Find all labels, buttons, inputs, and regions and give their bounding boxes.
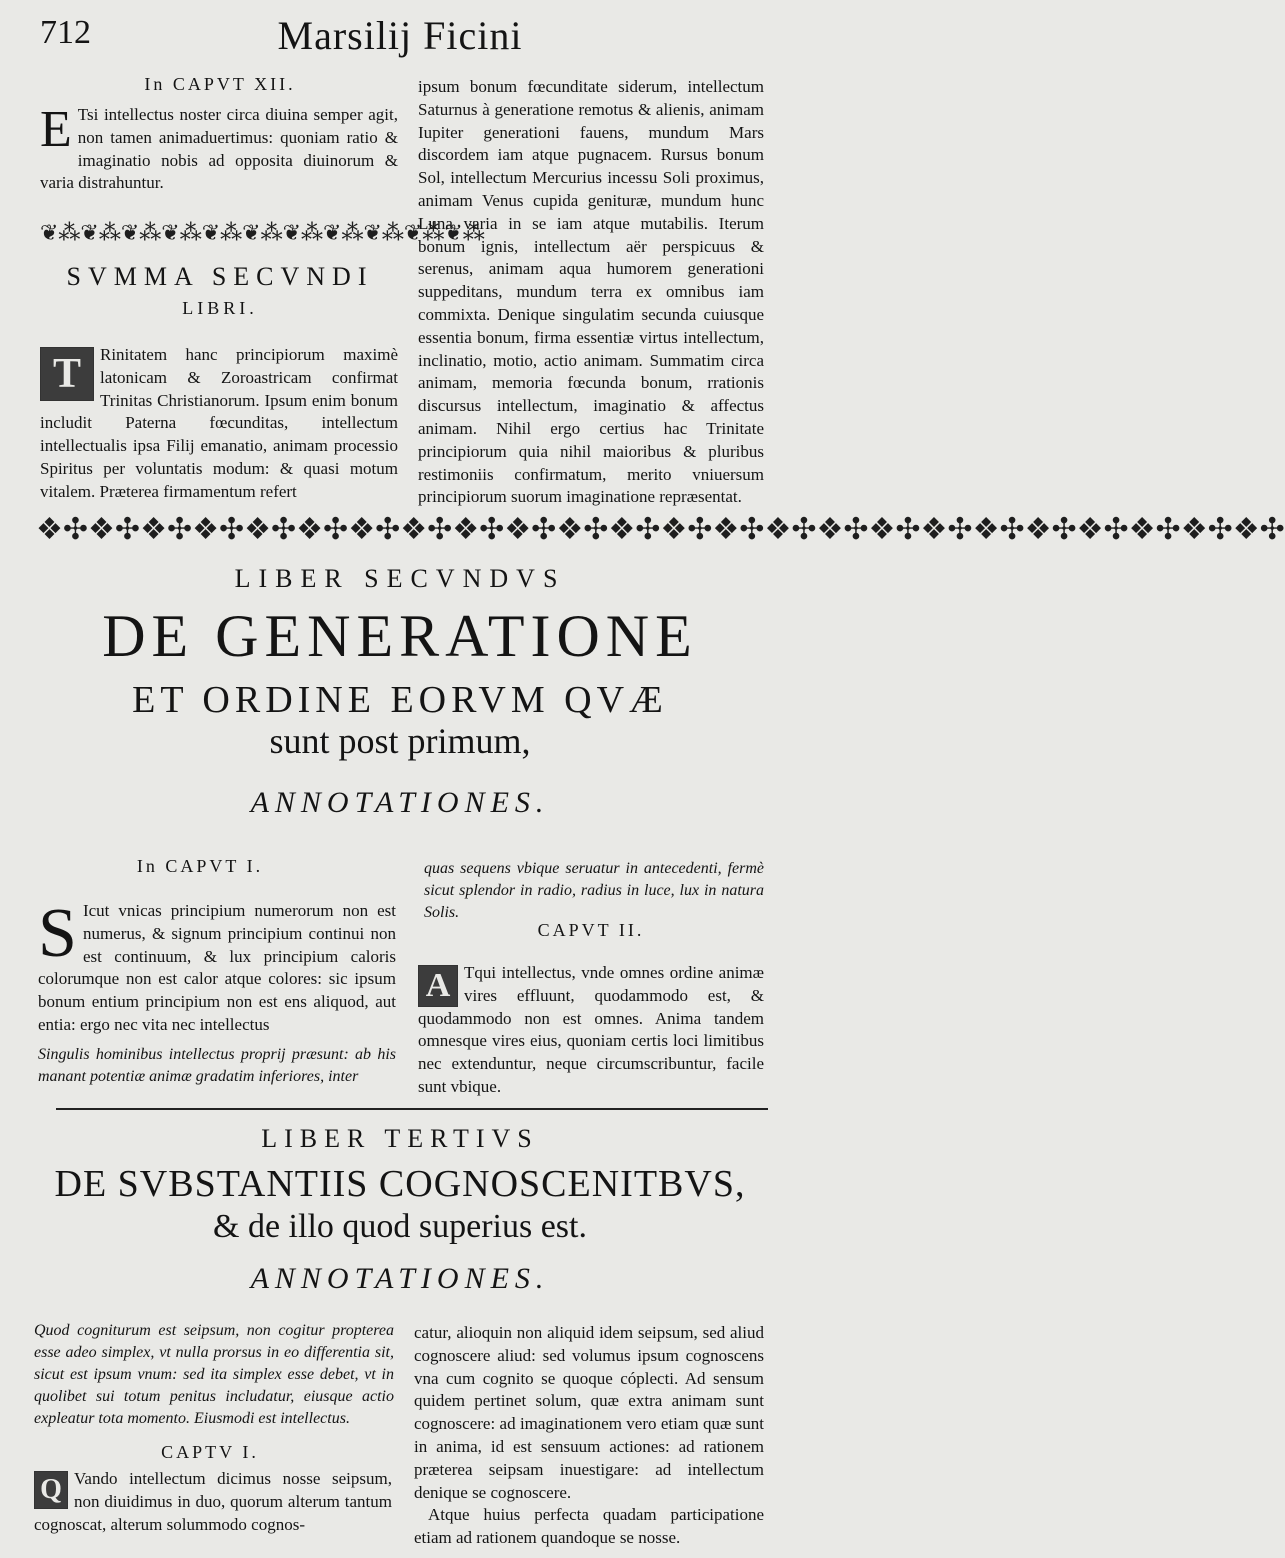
small-ornament-band: ❦⁂❦⁂❦⁂❦⁂❦⁂❦⁂❦⁂❦⁂❦⁂❦⁂❦⁂ xyxy=(40,220,485,245)
paragraph-text: Rinitatem hanc principiorum maximè latonicam & Zoroastricam confirmat Trinitas Christianorum. Ipsum enim bonum includit Paterna fœcunditas, intellectum intellectualis ipsa Filij emanatio, animam processio Spiritus per voluntatis modum: & quasi motum vitalem. Præterea firmamentum refert xyxy=(40,345,398,501)
section-divider xyxy=(56,1108,768,1110)
summa-title: SVMMA SECVNDI xyxy=(66,262,374,291)
paragraph-text: Tsi intellectus noster circa diuina semper agit, non tamen animaduertimus: quoniam ratio & imaginatio nobis ad opposita diuinorum & varia distrahuntur. xyxy=(40,105,398,193)
drop-capital: Q xyxy=(34,1471,68,1509)
liber3-left-paragraph xyxy=(34,1468,392,1536)
paragraph-text: Vando intellectum dicimus nosse seipsum, non diuidimus in duo, quorum alterum tantum cognoscat, alterum solummodo cognos- xyxy=(34,1469,392,1534)
page-number: 712 xyxy=(40,14,91,51)
summa-subtitle: LIBRI. xyxy=(182,298,258,318)
chapter-heading-captv-i: CAPTV I. xyxy=(161,1442,259,1462)
liber-secundus-title: DE GENERATIONE xyxy=(102,603,698,669)
summa-paragraph xyxy=(40,344,398,504)
annotationes-heading-2: ANNOTATIONES. xyxy=(250,1262,550,1295)
drop-capital: T xyxy=(40,347,94,401)
liber2-left-italic-note: Singulis hominibus intellectus proprij præsunt: ab his manant potentiæ animæ gradatim inferiores, inter xyxy=(38,1046,396,1085)
chapter-heading-ii: CAPVT II. xyxy=(537,920,645,940)
paragraph-text-2: Atque huius perfecta quadam participatione etiam ad rationem quandoque se nosse. xyxy=(414,1505,764,1548)
drop-capital: S xyxy=(38,895,77,972)
liber-tertius-label: LIBER TERTIVS xyxy=(261,1124,539,1153)
paragraph-text: Tqui intellectus, vnde omnes ordine animæ vires effluunt, quodammodo est, & quodammodo non est omnes. Anima tandem omnesque vires eius, quoniam certis loci limitibus nec extenduntur, neque circumscribuntur, facile sunt vbique. xyxy=(418,963,764,1096)
annotationes-heading: ANNOTATIONES. xyxy=(250,786,550,819)
liber3-right-paragraph xyxy=(414,1322,764,1550)
liber-secundus-label: LIBER SECVNDVS xyxy=(234,564,566,593)
large-ornament-band: ❖✣❖✣❖✣❖✣❖✣❖✣❖✣❖✣❖✣❖✣❖✣❖✣❖✣❖✣❖✣❖✣❖✣❖✣❖✣❖✣❖✣❖✣❖✣❖✣ xyxy=(36,513,1285,546)
chapter-heading-xii: In CAPVT XII. xyxy=(144,74,296,94)
liber-secundus-subtitle-2: sunt post primum, xyxy=(269,721,531,761)
liber-tertius-subtitle: & de illo quod superius est. xyxy=(213,1208,587,1245)
left-top-paragraph xyxy=(40,101,398,195)
liber-tertius-title: DE SVBSTANTIIS COGNOSCENITBVS, xyxy=(54,1163,746,1205)
liber3-left-italic-note: Quod cogniturum est seipsum, non cogitur propterea esse adeo simplex, vt nulla prorsus in eo differentia sit, sicut est ipsum vnum: sed ita simplex esse debet, vt in quolibet sui totum penitus includatur, eiusque actio expleatur tota momento. Eiusmodi est intellectus. xyxy=(34,1322,394,1427)
liber2-right-paragraph xyxy=(418,962,764,1099)
liber2-left-paragraph xyxy=(38,895,396,1037)
liber2-right-italic-note: quas sequens vbique seruatur in antecedenti, fermè sicut splendor in radio, radius in luce, lux in natura Solis. xyxy=(424,860,764,921)
chapter-heading-i: In CAPVT I. xyxy=(136,856,264,876)
paragraph-text: Icut vnicas principium numerorum non est numerus, & signum principium continui non est continuum, & lux principium caloris colorumque non est calor atque colores: sic ipsum bonum entium principium non est ens aliquod, aut entia: ergo nec vita nec intellectus xyxy=(38,901,396,1034)
liber-secundus-subtitle: ET ORDINE EORVM QVÆ xyxy=(132,679,668,721)
running-title: Marsilij Ficini xyxy=(277,13,523,58)
drop-capital: E xyxy=(40,101,72,158)
right-top-paragraph: ipsum bonum fœcunditate siderum, intellectum Saturnus à generatione remotus & alienis, animam Iupiter generationi fauens, mundum Mars discordem iam atque pugnacem. Rursus bonum Sol, intellectum Mercurius incessu Soli proximus, animam Venus cupida genituræ, mundum hunc Luna varia in se iam atque mutabilis. Iterum bonum ignis, intellectum aër perspicuus & serenus, animam aqua humorem generationi suppeditans, mundum terra ex omnibus iam commixta. Denique singulatim secunda cuiusque essentia bonum, firma essentiæ virtus intellectum, inclinatio, motio, actio animam. Summatim circa animam, memoria fœcunda bonum, rrationis discursus intellectum, imaginatio & affectus animam. Nihil ergo certius hac Trinitate principiorum quia nihil maioribus & pluribus restimoniis confirmatum, merito vniuersum principiorum suorum imaginatione repræsentat. xyxy=(418,77,764,507)
paragraph-text: catur, alioquin non aliquid idem seipsum, sed aliud cognoscere aliud: sed volumus ipsum cognoscens vna cum cognito se quoque cóplecti. Ad sensum quidem pertinet solum, quæ extra animam sunt cognoscere: ad imaginationem vero etiam quæ sunt in anima, id est sensuum actiones: ad rationem præterea seipsam inuestigare: ad intellectum denique se cognoscere. xyxy=(414,1323,764,1502)
drop-capital: A xyxy=(418,965,458,1007)
